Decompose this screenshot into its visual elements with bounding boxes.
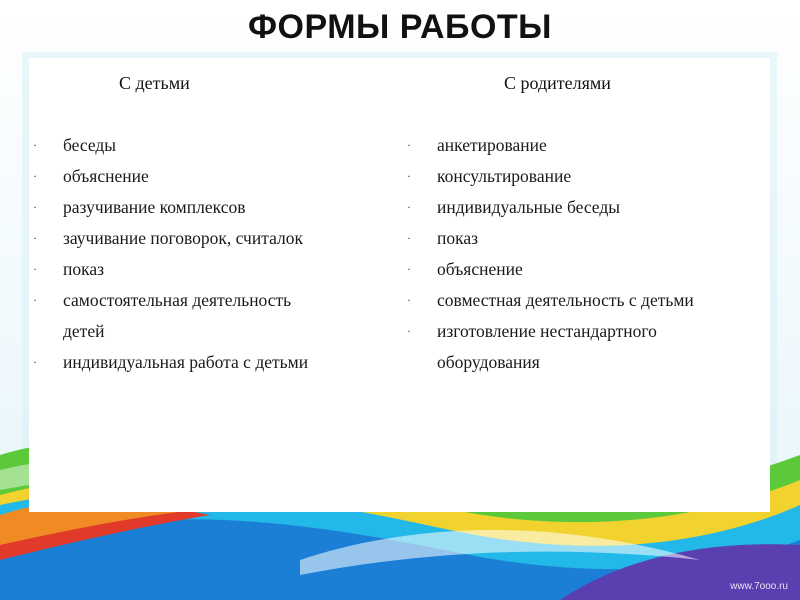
list-item-text: анкетирование xyxy=(437,135,547,155)
list-item xyxy=(33,192,389,223)
children-column-header: С детьми xyxy=(119,73,190,93)
list-item-text: совместная деятельность с детьми xyxy=(437,290,694,310)
list-item-text: объяснение xyxy=(63,166,149,186)
list-item xyxy=(33,223,389,254)
list-item-text: индивидуальные беседы xyxy=(437,197,621,217)
list-item xyxy=(33,347,389,378)
list-item xyxy=(33,285,389,347)
slide-title: ФОРМЫ РАБОТЫ xyxy=(248,8,552,46)
bullet-icon: · xyxy=(33,169,37,183)
list-item xyxy=(407,254,770,285)
bullet-icon: · xyxy=(407,262,411,276)
list-item xyxy=(407,192,770,223)
bullet-icon: · xyxy=(407,138,411,152)
list-item-text: заучивание поговорок, считалок xyxy=(63,228,303,248)
list-item xyxy=(407,161,770,192)
list-item xyxy=(407,223,770,254)
list-item-text: индивидуальная работа с детьми xyxy=(63,352,309,372)
list-item-text: самостоятельная деятельность xyxy=(63,290,292,310)
bullet-icon: · xyxy=(33,200,37,214)
watermark-text: www.7ooo.ru xyxy=(730,581,788,592)
bullet-icon: · xyxy=(33,262,37,276)
content-panel xyxy=(29,58,770,512)
list-item xyxy=(33,254,389,285)
list-item xyxy=(33,161,389,192)
list-item-text: беседы xyxy=(63,135,117,155)
list-item-text: объяснение xyxy=(437,259,523,279)
list-item-text: разучивание комплексов xyxy=(63,197,246,217)
children-forms-list xyxy=(33,130,389,378)
bullet-icon: · xyxy=(407,293,411,307)
parents-column-header: С родителями xyxy=(504,73,611,93)
list-item-text: оборудования xyxy=(437,352,540,372)
bullet-icon: · xyxy=(407,169,411,183)
parents-forms-list xyxy=(407,130,770,378)
list-item xyxy=(33,130,389,161)
bullet-icon: · xyxy=(33,355,37,369)
bullet-icon: · xyxy=(33,293,37,307)
list-item xyxy=(407,285,770,316)
list-item-text: консультирование xyxy=(437,166,572,186)
list-item-text: показ xyxy=(437,228,479,248)
bullet-icon: · xyxy=(33,138,37,152)
bullet-icon: · xyxy=(407,200,411,214)
list-item-text: показ xyxy=(63,259,105,279)
bullet-icon: · xyxy=(407,231,411,245)
list-item xyxy=(407,316,770,378)
list-item-text: изготовление нестандартного xyxy=(437,321,657,341)
bullet-icon: · xyxy=(407,324,411,338)
list-item-text: детей xyxy=(63,321,105,341)
list-item xyxy=(407,130,770,161)
bullet-icon: · xyxy=(33,231,37,245)
